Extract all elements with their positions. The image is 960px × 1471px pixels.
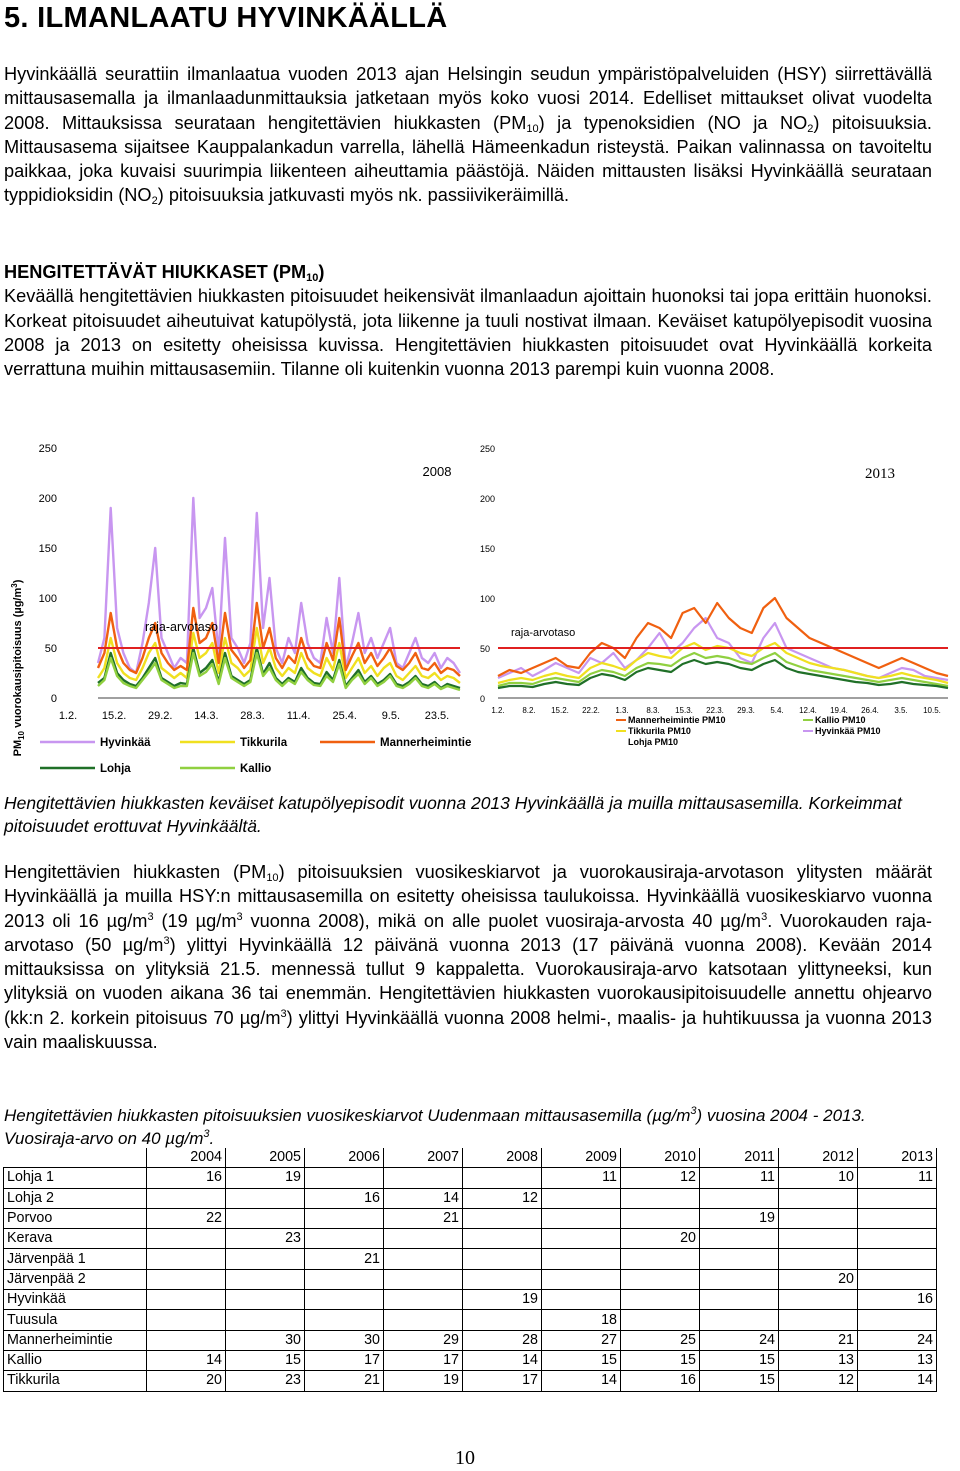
annual-mean-cell: 29	[384, 1330, 463, 1350]
legend-label: Kallio	[240, 763, 272, 775]
annual-means-table	[3, 1148, 937, 1392]
station-name: Lohja 1	[4, 1168, 147, 1188]
table-year-header: 2004	[147, 1148, 226, 1168]
pm10-section	[4, 260, 932, 381]
annual-mean-cell	[384, 1310, 463, 1330]
annual-mean-cell: 24	[858, 1330, 937, 1350]
annual-mean-cell: 23	[226, 1371, 305, 1391]
x-tick-label: 19.4.	[830, 706, 848, 715]
annual-mean-cell	[858, 1229, 937, 1249]
annual-mean-cell	[147, 1188, 226, 1208]
chart-2013	[480, 440, 950, 770]
annual-mean-cell: 14	[542, 1371, 621, 1391]
annual-mean-cell	[384, 1269, 463, 1289]
annual-mean-cell	[226, 1208, 305, 1228]
annual-mean-cell: 15	[700, 1350, 779, 1370]
legend-label: Mannerheimintie PM10	[628, 715, 726, 725]
annual-mean-cell: 17	[305, 1350, 384, 1370]
annual-mean-cell: 28	[463, 1330, 542, 1350]
x-tick-label: 9.5.	[381, 710, 401, 722]
annual-mean-cell: 19	[463, 1290, 542, 1310]
x-tick-label: 8.2.	[522, 706, 536, 715]
x-tick-label: 22.3.	[706, 706, 724, 715]
table-row	[4, 1249, 937, 1269]
annual-mean-cell: 20	[147, 1371, 226, 1391]
annual-mean-cell	[779, 1229, 858, 1249]
table-row	[4, 1310, 937, 1330]
annual-mean-cell: 11	[700, 1168, 779, 1188]
x-tick-label: 25.4.	[332, 710, 357, 722]
annual-mean-cell: 15	[700, 1371, 779, 1391]
x-tick-label: 14.3.	[194, 710, 219, 722]
annual-mean-cell	[542, 1188, 621, 1208]
x-tick-label: 29.3.	[737, 706, 755, 715]
station-name: Hyvinkää	[4, 1290, 147, 1310]
y-tick-label: 50	[44, 643, 57, 655]
annual-mean-cell	[700, 1188, 779, 1208]
x-tick-label: 8.3.	[646, 706, 660, 715]
annual-mean-cell: 23	[226, 1229, 305, 1249]
annual-mean-cell	[700, 1249, 779, 1269]
page-title: 5. ILMANLAATU HYVINKÄÄLLÄ	[4, 2, 448, 34]
table-header-row	[4, 1148, 937, 1168]
series-line	[498, 653, 948, 686]
annual-mean-cell	[147, 1330, 226, 1350]
limit-annotation: raja-arvotaso	[511, 627, 576, 639]
x-tick-label: 26.4.	[861, 706, 879, 715]
chart-title: 2013	[865, 466, 895, 482]
annual-mean-cell: 17	[463, 1371, 542, 1391]
x-tick-label: 22.2.	[582, 706, 600, 715]
y-tick-label: 200	[38, 493, 57, 505]
table-year-header: 2011	[700, 1148, 779, 1168]
annual-mean-cell	[147, 1269, 226, 1289]
annual-mean-cell: 10	[779, 1168, 858, 1188]
legend-label: Lohja	[100, 763, 131, 775]
annual-mean-cell	[858, 1188, 937, 1208]
annual-mean-cell: 11	[542, 1168, 621, 1188]
section-heading: HENGITETTÄVÄT HIUKKASET $(PM_{10})$	[4, 262, 325, 284]
x-tick-label: 28.3.	[240, 710, 265, 722]
annual-mean-cell	[621, 1290, 700, 1310]
annual-mean-cell: 12	[463, 1188, 542, 1208]
table-caption: Hengitettävien hiukkasten pitoisuuksien vuosikeskiarvot Uudenmaan mittausasemilla $(\mu g/m^3)$ vuosina 2004 - 2013. Vuosiraja-arvo on 40 $\mu g/m^3$.	[4, 1105, 866, 1148]
annual-mean-cell	[779, 1310, 858, 1330]
annual-mean-cell	[384, 1168, 463, 1188]
table-corner	[4, 1148, 147, 1168]
station-name: Mannerheimintie	[4, 1330, 147, 1350]
station-name: Kerava	[4, 1229, 147, 1249]
annual-mean-cell: 15	[542, 1350, 621, 1370]
annual-mean-cell: 20	[779, 1269, 858, 1289]
x-tick-label: 23.5.	[424, 710, 450, 722]
legend-label: Mannerheimintie	[380, 737, 472, 749]
annual-mean-cell: 14	[147, 1350, 226, 1370]
annual-mean-cell	[621, 1188, 700, 1208]
table-row	[4, 1269, 937, 1289]
x-tick-label: 29.2.	[148, 710, 173, 722]
chart-2008	[0, 440, 480, 785]
x-tick-label: 3.5.	[894, 706, 908, 715]
legend-label: Hyvinkää PM10	[815, 726, 881, 736]
annual-mean-cell: 15	[226, 1350, 305, 1370]
y-tick-label: 150	[480, 544, 496, 554]
annual-mean-cell	[700, 1229, 779, 1249]
annual-mean-cell: 16	[305, 1188, 384, 1208]
table-row	[4, 1350, 937, 1370]
annual-mean-cell	[384, 1290, 463, 1310]
annual-mean-cell: 27	[542, 1330, 621, 1350]
station-name: Kallio	[4, 1350, 147, 1370]
annual-mean-cell	[542, 1290, 621, 1310]
annual-mean-cell: 17	[384, 1350, 463, 1370]
annual-mean-cell: 21	[384, 1208, 463, 1228]
annual-mean-cell	[305, 1310, 384, 1330]
annual-mean-cell: 18	[542, 1310, 621, 1330]
annual-mean-cell: 13	[779, 1350, 858, 1370]
annual-mean-cell	[858, 1208, 937, 1228]
table-year-header: 2005	[226, 1148, 305, 1168]
annual-mean-cell	[858, 1249, 937, 1269]
annual-mean-cell	[779, 1290, 858, 1310]
x-tick-label: 1.2.	[491, 706, 505, 715]
station-name: Porvoo	[4, 1208, 147, 1228]
table-year-header: 2012	[779, 1148, 858, 1168]
y-tick-label: 100	[480, 594, 496, 604]
legend-label: Lohja PM10	[628, 737, 679, 747]
annual-mean-cell: 30	[226, 1330, 305, 1350]
chart-title: 2008	[422, 464, 452, 479]
annual-mean-cell	[779, 1208, 858, 1228]
annual-mean-cell: 25	[621, 1330, 700, 1350]
annual-mean-cell	[621, 1310, 700, 1330]
y-tick-label: 50	[480, 644, 491, 654]
annual-mean-cell: 14	[384, 1188, 463, 1208]
annual-mean-cell	[305, 1290, 384, 1310]
table-row	[4, 1290, 937, 1310]
annual-mean-cell	[463, 1229, 542, 1249]
annual-mean-cell: 19	[700, 1208, 779, 1228]
annual-mean-cell	[305, 1269, 384, 1289]
annual-mean-cell	[463, 1310, 542, 1330]
annual-mean-cell	[463, 1269, 542, 1289]
annual-mean-cell	[858, 1269, 937, 1289]
annual-mean-cell	[779, 1249, 858, 1269]
annual-mean-cell	[542, 1269, 621, 1289]
y-tick-label: 100	[38, 593, 57, 605]
x-tick-label: 11.4.	[286, 710, 311, 722]
annual-mean-cell	[384, 1229, 463, 1249]
table-row	[4, 1208, 937, 1228]
annual-mean-cell	[226, 1249, 305, 1269]
x-tick-label: 1.3.	[615, 706, 629, 715]
table-year-header: 2013	[858, 1148, 937, 1168]
y-tick-label: 0	[480, 694, 486, 704]
table-year-header: 2007	[384, 1148, 463, 1168]
table-row	[4, 1330, 937, 1350]
y-tick-label: 200	[480, 494, 496, 504]
annual-means-paragraph: Hengitettävien hiukkasten $(PM_{10})$ pitoisuuksien vuosikeskiarvot ja vuorokausiraja-arvotason ylitysten määrät Hyvinkäällä ja muilla HSY:n mittausasemilla on esitetty oheisissa taulukoissa. Hyvinkäällä vuosikeskiarvo vuonna 2013 oli 16 $\mu g/m^3$ (19 $\mu g/m^3$ vuonna 2008), mikä on alle puolet vuosiraja-arvosta 40 $\mu g/m^3$. Vuorokauden raja-arvotaso (50 $\mu g/m^3$) ylittyi Hyvinkäällä 12 päivänä vuonna 2013 (17 päivänä vuonna 2008). Kevään 2014 mittauksissa on ylityksiä 21.5. mennessä tullut 9 kappaletta. Vuorokausiraja-arvo katsotaan ylittyneeksi, kun ylityksiä on vuoden aikana 36 tai enemmän. Hengitettävien hiukkasten vuorokausipitoisuudelle annettu ohjearvo (kk:n 2. korkein pitoisuus 70 $\mu g/m^3$) ylittyi Hyvinkäällä vuonna 2008 helmi-, maalis- ja huhtikuussa ja vuonna 2013 vain maaliskuussa.	[4, 862, 932, 1053]
annual-mean-cell: 20	[621, 1229, 700, 1249]
annual-mean-cell: 21	[305, 1249, 384, 1269]
table-row	[4, 1371, 937, 1391]
x-tick-label: 12.4.	[799, 706, 817, 715]
annual-mean-cell: 16	[858, 1290, 937, 1310]
intro-paragraph: Hyvinkäällä seurattiin ilmanlaatua vuoden 2013 ajan Helsingin seudun ympäristöpalveluiden (HSY) siirrettävällä mittausasemalla ja ilmanlaadunmittauksia jatketaan myös koko vuosi 2014. Edelliset mittaukset olivat vuodelta 2008. Mittauksissa seurataan hengitettävien hiukkasten $(PM_{10})$ ja typenoksidien (NO ja $NO_2$) pitoisuuksia. Mittausasema sijaitsee Kauppalankadun varrella, lähellä Hämeenkadun risteystä. Paikan valinnassa on tavoiteltu paikkaa, joka kuvaisi suurimpia liikenteen aiheuttamia päästöjä. Näiden mittausten lisäksi Hyvinkäällä seurataan typpidioksidin $(NO_2)$ pitoisuuksia jatkuvasti myös nk. passiivikeräimillä.	[4, 64, 932, 208]
figure-caption: Hengitettävien hiukkasten keväiset katupölyepisodit vuonna 2013 Hyvinkäällä ja muilla mittausasemilla. Korkeimmat pitoisuudet erottuvat Hyvinkäältä.	[4, 793, 902, 836]
table-year-header: 2009	[542, 1148, 621, 1168]
legend-label: Kallio PM10	[815, 715, 866, 725]
annual-mean-cell: 21	[779, 1330, 858, 1350]
annual-mean-cell: 19	[384, 1371, 463, 1391]
annual-mean-cell: 16	[147, 1168, 226, 1188]
table-row	[4, 1168, 937, 1188]
x-tick-label: 15.2.	[101, 710, 127, 722]
station-name: Lohja 2	[4, 1188, 147, 1208]
page-number: 10	[455, 1447, 475, 1469]
y-tick-label: 250	[38, 443, 57, 455]
annual-mean-cell: 24	[700, 1330, 779, 1350]
table-row	[4, 1229, 937, 1249]
annual-mean-cell	[621, 1269, 700, 1289]
annual-mean-cell	[147, 1249, 226, 1269]
x-tick-label: 5.4.	[770, 706, 784, 715]
annual-mean-cell	[305, 1229, 384, 1249]
annual-mean-cell	[779, 1188, 858, 1208]
annual-mean-cell	[226, 1290, 305, 1310]
station-name: Tikkurila	[4, 1371, 147, 1391]
annual-mean-cell	[147, 1290, 226, 1310]
annual-mean-cell	[700, 1290, 779, 1310]
annual-mean-cell	[700, 1310, 779, 1330]
annual-mean-cell: 12	[779, 1371, 858, 1391]
annual-mean-cell	[226, 1269, 305, 1289]
legend-label: Tikkurila PM10	[628, 726, 691, 736]
annual-mean-cell: 21	[305, 1371, 384, 1391]
x-tick-label: 15.3.	[675, 706, 693, 715]
x-tick-label: 15.2.	[551, 706, 569, 715]
annual-mean-cell	[542, 1249, 621, 1269]
annual-mean-cell	[147, 1310, 226, 1330]
y-tick-label: 0	[50, 693, 57, 705]
annual-mean-cell	[621, 1208, 700, 1228]
annual-mean-cell: 16	[621, 1371, 700, 1391]
annual-mean-cell	[226, 1188, 305, 1208]
annual-mean-cell	[700, 1269, 779, 1289]
annual-mean-cell	[858, 1310, 937, 1330]
annual-mean-cell	[542, 1208, 621, 1228]
annual-mean-cell	[384, 1249, 463, 1269]
y-tick-label: 250	[480, 444, 496, 454]
table-year-header: 2008	[463, 1148, 542, 1168]
annual-mean-cell: 22	[147, 1208, 226, 1228]
annual-mean-cell	[463, 1168, 542, 1188]
legend-label: Hyvinkää	[100, 737, 151, 749]
annual-mean-cell: 14	[858, 1371, 937, 1391]
annual-mean-cell: 19	[226, 1168, 305, 1188]
table-row	[4, 1188, 937, 1208]
station-name: Tuusula	[4, 1310, 147, 1330]
annual-mean-cell	[542, 1229, 621, 1249]
y-tick-label: 150	[38, 543, 57, 555]
annual-mean-cell: 11	[858, 1168, 937, 1188]
limit-annotation: raja-arvotaso	[145, 620, 218, 634]
x-tick-label: 1.2.	[58, 710, 78, 722]
annual-mean-cell	[147, 1229, 226, 1249]
annual-mean-cell: 30	[305, 1330, 384, 1350]
annual-mean-cell	[621, 1249, 700, 1269]
table-year-header: 2010	[621, 1148, 700, 1168]
annual-mean-cell: 12	[621, 1168, 700, 1188]
station-name: Järvenpää 1	[4, 1249, 147, 1269]
annual-mean-cell: 13	[858, 1350, 937, 1370]
chart-ylabel: $PM_{10}$ vuorokausipitoisuus $(\mu g/m^3)$	[10, 579, 26, 757]
annual-mean-cell	[305, 1168, 384, 1188]
x-tick-label: 10.5.	[923, 706, 941, 715]
annual-mean-cell	[463, 1249, 542, 1269]
legend-label: Tikkurila	[240, 737, 288, 749]
section-text: Keväällä hengitettävien hiukkasten pitoisuudet heikensivät ilmanlaadun ajoittain huonoksi tai jopa erittäin huonoksi. Korkeat pitoisuudet aiheutuivat katupölystä, jota liikenne ja tuuli nostivat ilmaan. Keväiset katupölyepisodit vuosina 2008 ja 2013 on esitetty oheisissa kuvissa. Hengitettävien hiukkasten pitoisuudet ovat Hyvinkäällä korkeita verrattuna muihin mittausasemiin. Tilanne oli kuitenkin vuonna 2013 parempi kuin vuonna 2008.	[4, 286, 932, 380]
annual-mean-cell: 14	[463, 1350, 542, 1370]
annual-mean-cell	[226, 1310, 305, 1330]
annual-mean-cell	[305, 1208, 384, 1228]
station-name: Järvenpää 2	[4, 1269, 147, 1289]
table-year-header: 2006	[305, 1148, 384, 1168]
annual-mean-cell	[463, 1208, 542, 1228]
annual-mean-cell: 15	[621, 1350, 700, 1370]
